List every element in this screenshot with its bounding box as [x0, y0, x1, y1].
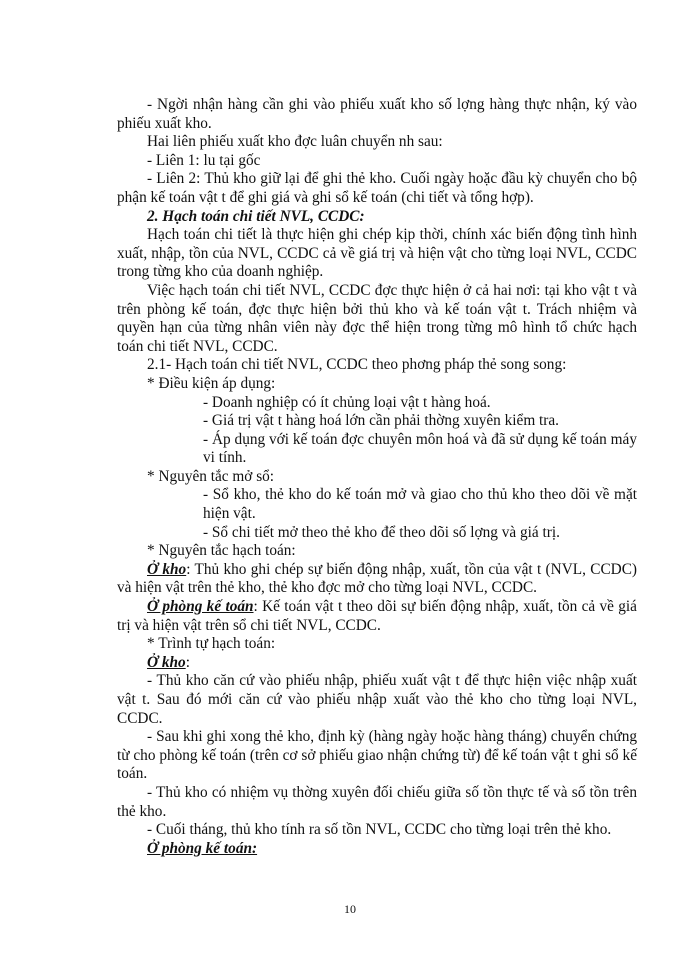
section-heading: 2. Hạch toán chi tiết NVL, CCDC: [147, 207, 365, 225]
accounting-dept-label: Ở phòng kế toán [147, 598, 254, 616]
procedure-warehouse-label: Ở kho [147, 653, 186, 671]
procedure-step-1: - Thủ kho căn cứ vào phiếu nhập, phiếu xuất vật t để thực hiện việc nhập xuất vật t. Sau đó mới căn cứ vào phiếu nhập xuất vào thẻ kho cho từng loại NVL, CCDC. [117, 672, 637, 727]
warehouse-text: : Thủ kho ghi chép sự biến động nhập, xuất, tồn của vật t (NVL, CCDC) và hiện vật trên thẻ kho, thẻ kho đợc mở cho từng loại NVL, CCDC. [117, 560, 637, 597]
paragraph-copy-2: - Liên 2: Thủ kho giữ lại để ghi thẻ kho. Cuối ngày hoặc đầu kỳ chuyển cho bộ phận kế toán vật t để ghi giá và ghi sổ kế toán (chi tiết và tổng hợp). [117, 170, 637, 206]
document-page [117, 96, 637, 858]
paragraph-receiver: - Ngời nhận hàng cần ghi vào phiếu xuất kho số lợng hàng thực nhận, ký vào phiếu xuất kho. [117, 96, 637, 132]
subsection-heading: 2.1- Hạch toán chi tiết NVL, CCDC theo phơng pháp thẻ song song: [147, 356, 567, 374]
accounting-dept-text: : Kế toán vật t theo dõi sự biến động nhập, xuất, tồn cả về giá trị và hiện vật trên sổ chi tiết NVL, CCDC. [117, 598, 637, 634]
rule-warehouse [117, 561, 637, 598]
paragraph-copy-1: - Liên 1: lu tại gốc [147, 151, 261, 169]
accounting-rules-label: * Nguyên tắc hạch toán: [147, 542, 296, 560]
procedure-warehouse-colon: : [185, 653, 190, 671]
procedure-step-4: - Cuối tháng, thủ kho tính ra số tồn NVL, CCDC cho từng loại trên thẻ kho. [147, 821, 612, 839]
opening-rules-label: * Nguyên tắc mở sổ: [147, 467, 275, 485]
procedure-accounting-heading [117, 840, 637, 859]
paragraph-locations: Việc hạch toán chi tiết NVL, CCDC đợc thực hiện ở cả hai nơi: tại kho vật t và trên phòng kế toán, đợc thực hiện bởi thủ kho và kế toán vật t. Trách nhiệm và quyền hạn của từng nhân viên này đợc thể hiện trong từng mô hình tổ chức hạch toán chi tiết NVL, CCDC. [117, 281, 637, 355]
conditions-label: * Điều kiện áp dụng: [147, 374, 276, 392]
opening-rule-1: - Sổ kho, thẻ kho do kế toán mở và giao cho thủ kho theo dõi về mặt hiện vật. [203, 486, 637, 523]
opening-rule-2: - Sổ chi tiết mở theo thẻ kho để theo dõi số lợng và giá trị. [203, 523, 560, 541]
rule-accounting-dept [117, 598, 637, 635]
warehouse-label: Ở kho [147, 560, 187, 578]
paragraph-two-copies: Hai liên phiếu xuất kho đợc luân chuyển nh sau: [147, 133, 443, 151]
condition-item-1: - Doanh nghiệp có ít chủng loại vật t hàng hoá. [203, 393, 491, 411]
procedure-label: * Trình tự hạch toán: [147, 635, 276, 653]
procedure-warehouse-heading [117, 654, 637, 673]
condition-item-2: - Giá trị vật t hàng hoá lớn cần phải thờng xuyên kiểm tra. [203, 412, 560, 430]
paragraph-definition: Hạch toán chi tiết là thực hiện ghi chép kịp thời, chính xác biến động tình hình xuất, nhập, tồn của NVL, CCDC cả về giá trị và hiện vật cho từng loại NVL, CCDC trong từng kho của doanh nghiệp. [117, 226, 637, 281]
condition-item-3: - Áp dụng với kế toán đợc chuyên môn hoá và đã sử dụng kế toán máy vi tính. [203, 430, 637, 467]
page-number: 10 [344, 902, 356, 916]
procedure-step-3: - Thủ kho có nhiệm vụ thờng xuyên đối chiếu giữa số tồn thực tế và số tồn trên thẻ kho. [117, 783, 637, 820]
procedure-step-2: - Sau khi ghi xong thẻ kho, định kỳ (hàng ngày hoặc hàng tháng) chuyển chứng từ cho phòng kế toán (trên cơ sở phiếu giao nhận chứng từ) để kế toán vật t ghi sổ kế toán. [117, 728, 637, 783]
procedure-accounting-label: Ở phòng kế toán: [147, 839, 258, 857]
